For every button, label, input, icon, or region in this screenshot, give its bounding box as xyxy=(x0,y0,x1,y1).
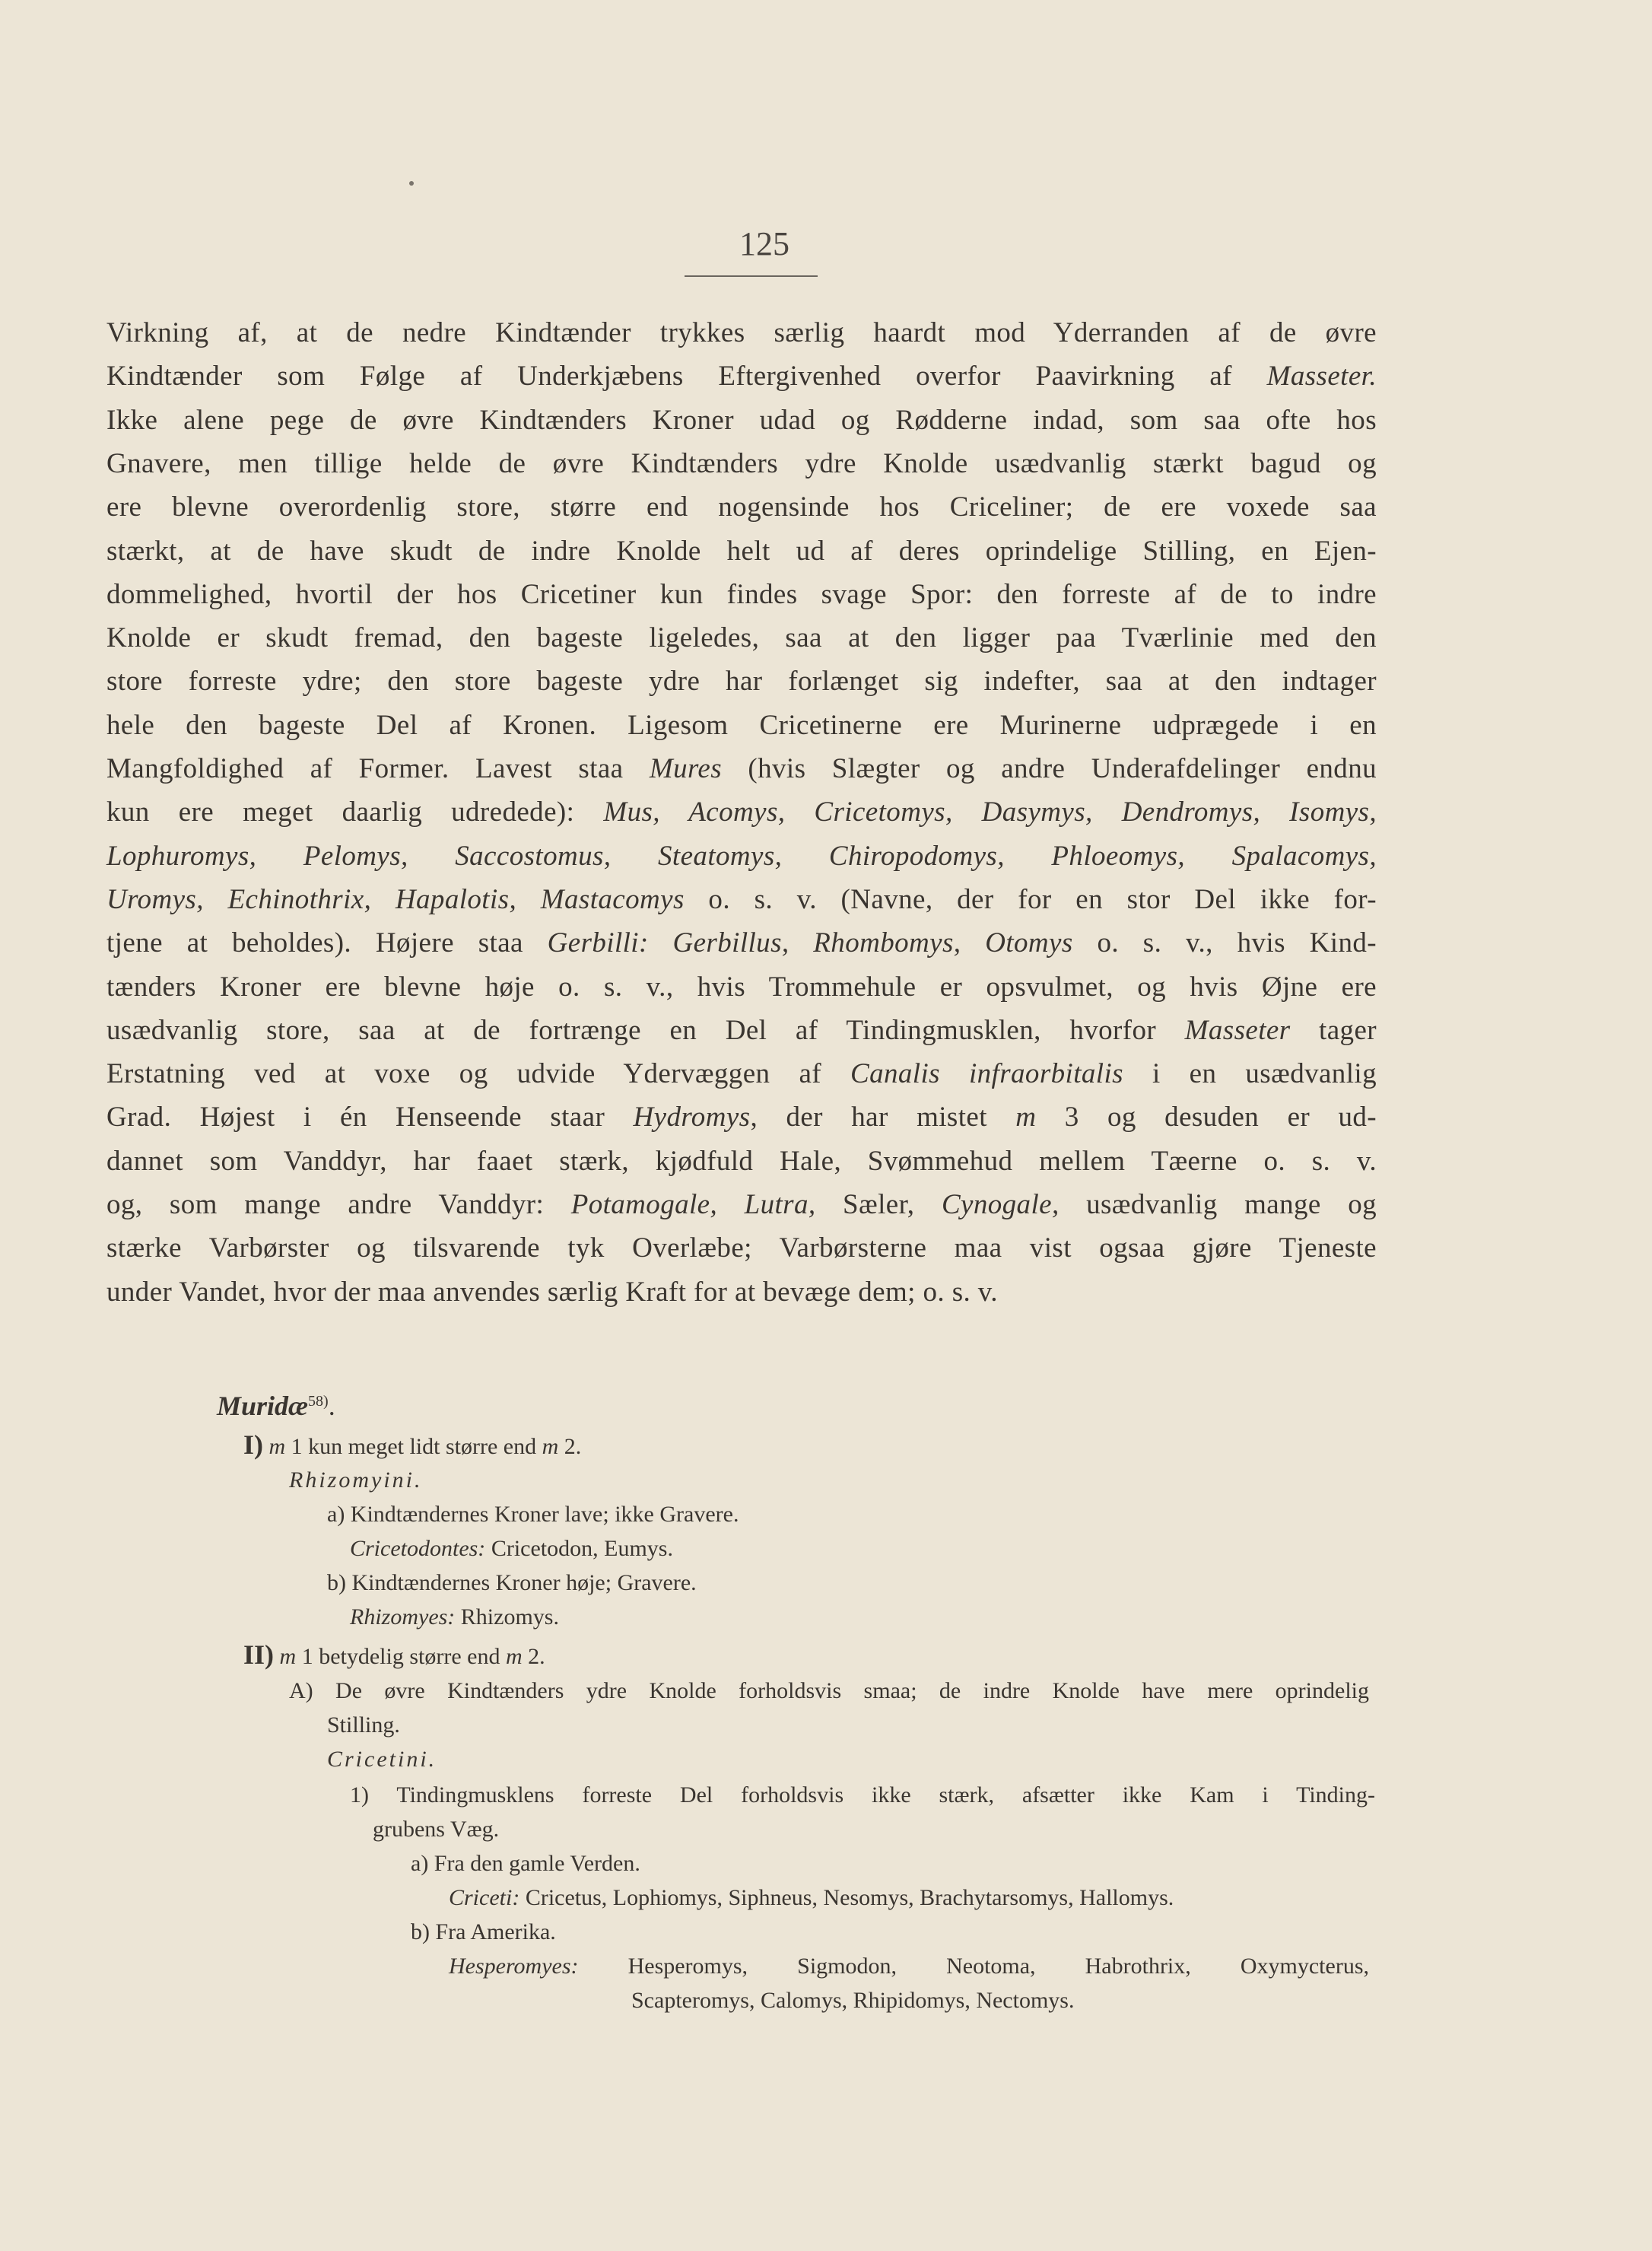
text-run: i en usædvanlig xyxy=(1123,1058,1377,1090)
classification-line xyxy=(327,1742,437,1777)
classification-line xyxy=(243,1427,581,1462)
text-run: Grad. Højest i én Henseende staar xyxy=(106,1102,634,1133)
italic-text: Canalis infraorbitalis xyxy=(850,1058,1123,1090)
text-run: 2. xyxy=(522,1644,545,1669)
text-run: 2. xyxy=(558,1434,582,1459)
text-run: Erstatning ved at voxe og udvide Ydervæggen af xyxy=(106,1058,851,1090)
text-run: tænders Kroner ere blevne høje o. s. v., hvis Trommehule er opsvulmet, og hvis Øjne ere xyxy=(106,971,1377,1003)
italic-text: Mures xyxy=(649,753,723,784)
paragraph-line xyxy=(106,791,1377,834)
italic-text: Masseter. xyxy=(1266,361,1377,393)
text-run: a) Fra den gamle Verden. xyxy=(411,1851,640,1876)
text-run: under Vandet, hvor der maa anvendes særlig Kraft for at bevæge dem; o. s. v. xyxy=(106,1276,998,1308)
text-run: kun ere meget daarlig udredede): xyxy=(106,796,604,828)
italic-text: Mus, Acomys, Cricetomys, Dasymys, Dendromys, Isomys, xyxy=(603,796,1377,828)
classification-line xyxy=(350,1600,559,1635)
text-run: 1 betydelig større end xyxy=(296,1644,506,1669)
text-run: Rhizomys. xyxy=(455,1604,559,1629)
paragraph-line xyxy=(106,1009,1377,1052)
classification-line xyxy=(411,1915,556,1950)
text-run xyxy=(274,1644,280,1669)
text-run: tager xyxy=(1290,1014,1377,1046)
text-run: II) xyxy=(243,1639,275,1670)
italic-text: Rhizomyini. xyxy=(289,1467,423,1493)
paragraph-line xyxy=(106,574,1377,616)
paragraph-line xyxy=(106,1227,1377,1270)
text-run: stærkt, at de have skudt de indre Knolde helt ud af deres oprindelige Stilling, en Ejen- xyxy=(106,535,1377,567)
italic-text: Criceti: xyxy=(449,1885,520,1910)
paragraph-line xyxy=(106,399,1377,442)
italic-text: Cynogale, xyxy=(941,1189,1060,1220)
text-run: , der har mistet xyxy=(750,1102,1016,1133)
paragraph-line xyxy=(106,355,1377,398)
italic-text: Gerbilli: Gerbillus, Rhombomys, Otomys xyxy=(547,927,1073,959)
section-heading xyxy=(217,1388,335,1423)
classification-line xyxy=(411,1846,640,1881)
text-run: Kindtænder som Følge af Underkjæbens Eftergivenhed overfor Paavirkning af xyxy=(106,361,1267,393)
italic-text: m xyxy=(279,1644,297,1669)
classification-line xyxy=(289,1463,423,1498)
text-run: 3 og desuden er ud- xyxy=(1036,1102,1377,1133)
text-run: usædvanlig store, saa at de fortrænge en Del af Tindingmusklen, hvorfor xyxy=(106,1014,1185,1046)
text-run: o. s. v. (Navne, der for en stor Del ikke for- xyxy=(684,883,1377,915)
classification-line xyxy=(631,1983,1074,2018)
paragraph-line xyxy=(106,879,1377,921)
italic-text: Potamogale, Lutra, xyxy=(570,1189,816,1220)
text-run: o. s. v., hvis Kind- xyxy=(1072,927,1377,959)
speck xyxy=(409,181,414,186)
italic-text: Cricetini. xyxy=(327,1747,437,1772)
text-run: ere blevne overordenlig store, større end nogensinde hos Criceliner; de ere voxede saa xyxy=(106,491,1377,523)
paragraph-line xyxy=(106,922,1377,965)
paragraph-line xyxy=(106,312,1377,355)
text-run: (hvis Slægter og andre Underafdelinger endnu xyxy=(722,753,1377,784)
text-run: b) Fra Amerika. xyxy=(411,1919,556,1944)
paragraph-line xyxy=(106,748,1377,790)
paragraph-line xyxy=(106,1053,1377,1095)
text-run: . xyxy=(328,1391,335,1421)
text-run: Virkning af, at de nedre Kindtænder trykkes særlig haardt mod Yderranden af de øvre xyxy=(106,317,1377,348)
text-run: Cricetodon, Eumys. xyxy=(485,1536,673,1561)
text-run: dannet som Vanddyr, har faaet stærk, kjødfuld Hale, Svømmehud mellem Tæerne o. s. v. xyxy=(106,1145,1377,1177)
text-run: a) Kindtændernes Kroner lave; ikke Gravere. xyxy=(327,1502,739,1527)
page-number-rule xyxy=(685,275,818,277)
italic-text: m xyxy=(542,1434,559,1459)
text-run: stærke Varbørster og tilsvarende tyk Overlæbe; Varbørsterne maa vist ogsaa gjøre Tjeneste xyxy=(106,1232,1377,1264)
italic-text: Hesperomyes: xyxy=(449,1954,579,1979)
text-run: 1 kun meget lidt større end xyxy=(285,1434,542,1459)
text-run: Hesperomys, Sigmodon, Neotoma, Habrothrix, Oxymycterus, xyxy=(578,1954,1369,1979)
paragraph-line xyxy=(106,486,1377,529)
classification-line xyxy=(449,1949,1369,1984)
classification-line xyxy=(243,1637,545,1672)
text-run: I) xyxy=(243,1429,263,1460)
text-run: dommelighed, hvortil der hos Cricetiner kun findes svage Spor: den forreste af de to indre xyxy=(106,578,1377,610)
text-run: 58) xyxy=(308,1393,329,1410)
text-run: hele den bageste Del af Kronen. Ligesom Cricetinerne ere Murinerne udprægede i en xyxy=(106,709,1377,741)
italic-text: Uromys, Echinothrix, Hapalotis, Mastacomys xyxy=(106,883,685,915)
text-run: og, som mange andre Vanddyr: xyxy=(106,1189,571,1220)
text-run: Sæler, xyxy=(815,1189,942,1220)
italic-text: Hydromys xyxy=(633,1102,751,1133)
paragraph-line xyxy=(106,835,1377,878)
italic-text: m xyxy=(505,1644,523,1669)
text-run: Ikke alene pege de øvre Kindtænders Kroner udad og Rødderne indad, som saa ofte hos xyxy=(106,404,1377,436)
text-run xyxy=(263,1434,269,1459)
text-run: grubens Væg. xyxy=(373,1817,500,1842)
text-run: b) Kindtændernes Kroner høje; Gravere. xyxy=(327,1570,697,1595)
italic-text: Muridæ xyxy=(217,1391,309,1421)
classification-line xyxy=(327,1497,739,1532)
italic-text: Lophuromys, Pelomys, Saccostomus, Steatomys, Chiropodomys, Phloeomys, Spalacomys, xyxy=(106,840,1377,872)
paragraph-line xyxy=(106,1140,1377,1183)
classification-line xyxy=(289,1674,1369,1709)
text-run: Scapteromys, Calomys, Rhipidomys, Nectomys. xyxy=(631,1988,1075,2013)
text-run: tjene at beholdes). Højere staa xyxy=(106,927,548,959)
italic-text: m xyxy=(1015,1102,1037,1133)
italic-text: Cricetodontes: xyxy=(350,1536,486,1561)
paragraph-line xyxy=(106,1096,1377,1139)
italic-text: Masseter xyxy=(1184,1014,1291,1046)
italic-text: m xyxy=(268,1434,286,1459)
text-run: Cricetus, Lophiomys, Siphneus, Nesomys, Brachytarsomys, Hallomys. xyxy=(519,1885,1174,1910)
classification-line xyxy=(327,1708,400,1743)
paragraph-line xyxy=(106,530,1377,573)
paragraph-line xyxy=(106,1184,1377,1226)
classification-line xyxy=(350,1778,1375,1813)
classification-line xyxy=(327,1566,697,1601)
text-run: store forreste ydre; den store bageste ydre har forlænget sig indefter, saa at den indtager xyxy=(106,666,1377,698)
text-run: Stilling. xyxy=(327,1712,400,1738)
classification-line xyxy=(373,1812,499,1847)
paragraph-line xyxy=(106,1271,998,1314)
paragraph-line xyxy=(106,443,1377,485)
text-run: Gnavere, men tillige helde de øvre Kindtænders ydre Knolde usædvanlig stærkt bagud og xyxy=(106,447,1377,479)
paragraph-line xyxy=(106,966,1377,1009)
italic-text: Rhizomyes: xyxy=(350,1604,456,1629)
paragraph-line xyxy=(106,617,1377,660)
text-run: Mangfoldighed af Former. Lavest staa xyxy=(106,753,650,784)
paragraph-line xyxy=(106,704,1377,747)
paragraph-line xyxy=(106,660,1377,703)
text-run: A) De øvre Kindtænders ydre Knolde forholdsvis smaa; de indre Knolde have mere oprindelig xyxy=(289,1678,1369,1703)
text-run: Knolde er skudt fremad, den bageste ligeledes, saa at den ligger paa Tværlinie med den xyxy=(106,622,1377,654)
classification-line xyxy=(350,1531,673,1566)
classification-line xyxy=(449,1881,1174,1916)
text-run: usædvanlig mange og xyxy=(1059,1189,1377,1220)
page-number: 125 xyxy=(739,225,789,262)
text-run: 1) Tindingmusklens forreste Del forholdsvis ikke stærk, afsætter ikke Kam i Tinding- xyxy=(350,1782,1375,1807)
